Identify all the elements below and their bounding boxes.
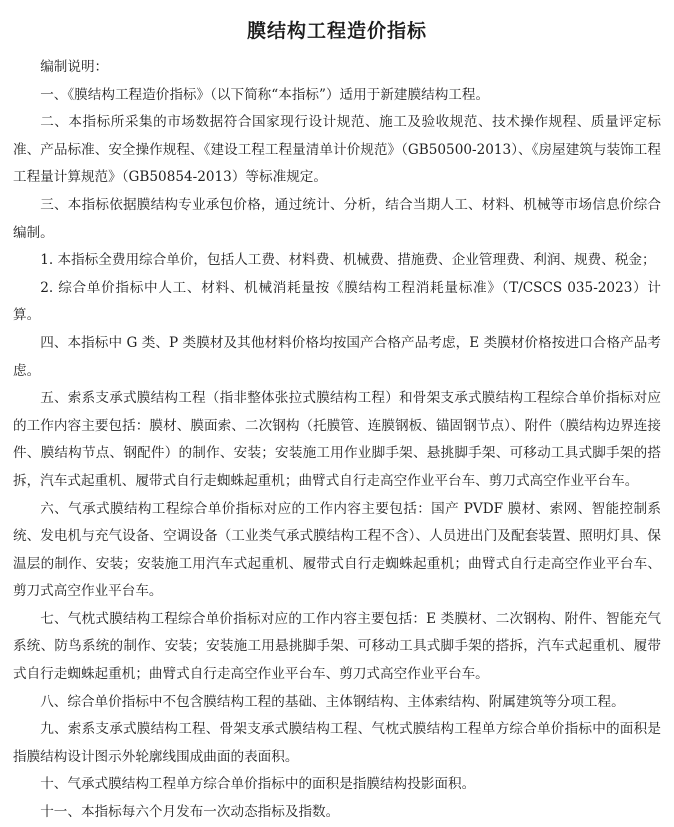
document-title: 膜结构工程造价指标 — [246, 20, 427, 42]
section-heading: 编制说明： — [40, 59, 109, 75]
document-body — [13, 54, 661, 827]
paragraph-item-7: 七、气枕式膜结构工程综合单价指标对应的工作内容主要包括：E 类膜材、二次钢构、附件、智能充气系统、防鸟系统的制作、安装；安装施工用悬挑脚手架、可移动工具式脚手架的搭拆，汽车式起重机、履带式自行走蜘蛛起重机；曲臂式自行走高空作业平台车、剪刀式高空作业平台车。 — [13, 610, 661, 683]
paragraph-subitem-1: 1. 本指标全费用综合单价，包括人工费、材料费、机械费、措施费、企业管理费、利润、规费、税金； — [40, 252, 656, 269]
paragraph-item-4: 四、本指标中 G 类、P 类膜材及其他材料价格均按国产合格产品考虑，E 类膜材价格按进口合格产品考虑。 — [13, 334, 661, 379]
paragraph-item-1: 一、《膜结构工程造价指标》（以下简称“本指标”）适用于新建膜结构工程。 — [40, 86, 490, 103]
paragraph-item-10: 十、气承式膜结构工程单方综合单价指标中的面积是指膜结构投影面积。 — [40, 776, 476, 793]
paragraph-subitem-2: 2. 综合单价指标中人工、材料、机械消耗量按《膜结构工程消耗量标准》（T/CSCS 035-2023）计算。 — [13, 279, 661, 324]
paragraph-item-8: 八、综合单价指标中不包含膜结构工程的基础、主体钢结构、主体索结构、附属建筑等分项工程。 — [40, 693, 625, 710]
paragraph-item-3: 三、本指标依据膜结构专业承包价格，通过统计、分析，结合当期人工、材料、机械等市场信息价综合编制。 — [13, 196, 661, 241]
paragraph-item-5: 五、索系支承式膜结构工程（指非整体张拉式膜结构工程）和骨架支承式膜结构工程综合单价指标对应的工作内容主要包括：膜材、膜面索、二次钢构（托膜管、连膜钢板、锚固钢节点）、附件（膜结构边界连接件、膜结构节点、钢配件）的制作、安装；安装施工用作业脚手架、悬挑脚手架、可移动工具式脚手架的搭拆，汽车式起重机、履带式自行走蜘蛛起重机；曲臂式自行走高空作业平台车、剪刀式高空作业平台车。 — [13, 390, 661, 489]
paragraph-item-6: 六、气承式膜结构工程综合单价指标对应的工作内容主要包括：国产 PVDF 膜材、索网、智能控制系统、发电机与充气设备、空调设备（工业类气承式膜结构工程不含）、人员进出门及配套装置、照明灯具、保温层的制作、安装；安装施工用汽车式起重机、履带式自行走蜘蛛起重机；曲臂式自行走高空作业平台车、剪刀式高空作业平台车。 — [13, 500, 661, 600]
paragraph-item-9: 九、索系支承式膜结构工程、骨架支承式膜结构工程、气枕式膜结构工程单方综合单价指标中的面积是指膜结构设计图示外轮廓线围成曲面的表面积。 — [13, 721, 661, 765]
paragraph-item-11: 十一、本指标每六个月发布一次动态指标及指数。 — [40, 804, 340, 821]
paragraph-item-2: 二、本指标所采集的市场数据符合国家现行设计规范、施工及验收规范、技术操作规程、质量评定标准、产品标准、安全操作规程、《建设工程工程量清单计价规范》（GB50500-2013）、《房屋建筑与装饰工程工程量计算规范》（GB50854-2013）等标准规定。 — [13, 114, 661, 186]
document-page — [0, 19, 674, 821]
